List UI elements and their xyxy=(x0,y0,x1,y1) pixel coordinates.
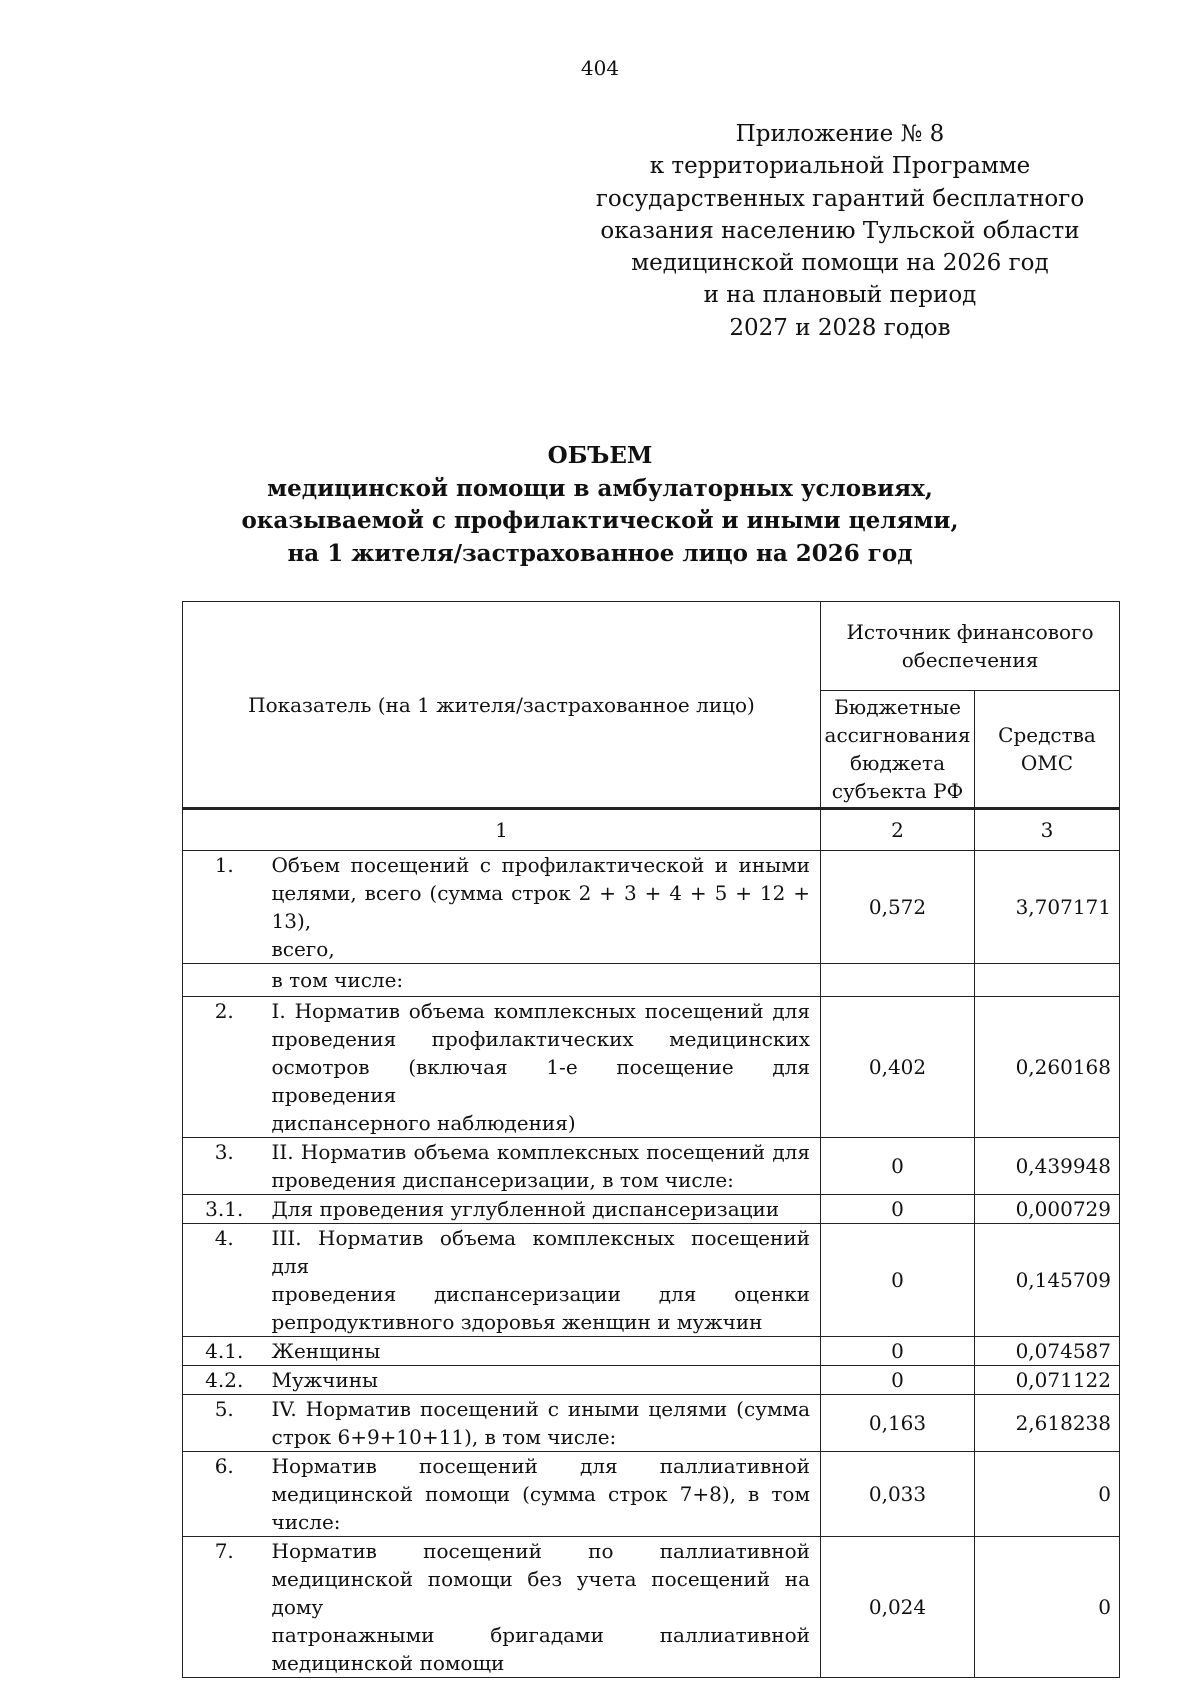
volume-table xyxy=(182,601,1120,1678)
funding-source-header xyxy=(821,602,1120,691)
row-budget-value: 0 xyxy=(821,1138,975,1195)
table-row xyxy=(183,1452,1120,1537)
row-oms-value: 0,000729 xyxy=(975,1195,1120,1224)
indicator-header-text: Показатель (на 1 жителя/застрахованное лицо) xyxy=(248,692,755,717)
budget-header xyxy=(821,691,975,809)
title-line: на 1 жителя/застрахованное лицо на 2026 год xyxy=(287,539,913,567)
oms-header-line: ОМС xyxy=(1020,751,1074,775)
row-indicator-line: проведения диспансеризации для оценки xyxy=(271,1282,810,1306)
row-number xyxy=(183,1395,266,1452)
row-number xyxy=(183,997,266,1138)
table-row xyxy=(183,1195,1120,1224)
row-number xyxy=(183,1138,266,1195)
row-number-text: 3. xyxy=(214,1140,234,1164)
row-number xyxy=(183,1337,266,1366)
appendix-line: государственных гарантий бесплатного xyxy=(595,185,1085,212)
page-number: 404 xyxy=(580,56,620,80)
row-budget-value: 0 xyxy=(821,1224,975,1337)
row-indicator xyxy=(266,997,821,1138)
row-indicator-line: всего, xyxy=(271,937,335,961)
row-indicator xyxy=(266,1452,821,1537)
row-indicator-line: проведения профилактических медицинских xyxy=(271,1027,810,1051)
header-row xyxy=(183,602,1120,691)
row-indicator-line: II. Норматив объема комплексных посещений для xyxy=(271,1140,810,1164)
title-line: оказываемой с профилактической и иными целями, xyxy=(241,507,959,534)
row-number-text: 4. xyxy=(214,1226,234,1250)
row-number-text: 7. xyxy=(214,1539,234,1563)
row-indicator-line: числе: xyxy=(271,1510,341,1534)
row-indicator-line: Объем посещений с профилактической и иными xyxy=(271,853,810,877)
row-number xyxy=(183,1224,266,1337)
row-budget-value: 0,402 xyxy=(821,997,975,1138)
row-oms-value: 0,074587 xyxy=(975,1337,1120,1366)
row-oms-value: 0 xyxy=(975,1537,1120,1678)
row-indicator-line: репродуктивного здоровья женщин и мужчин xyxy=(271,1310,763,1334)
row-budget-value: 0 xyxy=(821,1195,975,1224)
row-indicator-line: III. Норматив объема комплексных посещений для xyxy=(271,1226,810,1278)
row-indicator-line: медицинской помощи без учета посещений на дому xyxy=(271,1567,810,1619)
row-indicator xyxy=(266,964,821,997)
table-row xyxy=(183,1366,1120,1395)
row-budget-value: 0,033 xyxy=(821,1452,975,1537)
row-number-text: 4.2. xyxy=(205,1368,244,1392)
row-indicator xyxy=(266,1138,821,1195)
table-row xyxy=(183,997,1120,1138)
row-indicator-line: патронажными бригадами паллиативной xyxy=(271,1623,810,1647)
row-oms-value xyxy=(975,964,1120,997)
row-oms-value: 0,439948 xyxy=(975,1138,1120,1195)
table-row xyxy=(183,1395,1120,1452)
table-row xyxy=(183,1224,1120,1337)
oms-header-line: Средства xyxy=(998,723,1096,747)
table-row xyxy=(183,851,1120,964)
row-number xyxy=(183,964,266,997)
budget-header-line: бюджета xyxy=(850,751,945,775)
appendix-line: Приложение № 8 xyxy=(735,121,945,147)
row-budget-value xyxy=(821,964,975,997)
row-number xyxy=(183,1452,266,1537)
row-indicator-line: диспансерного наблюдения) xyxy=(271,1111,576,1135)
row-indicator-line: Женщины xyxy=(271,1339,381,1363)
row-indicator xyxy=(266,1337,821,1366)
row-oms-value: 0,145709 xyxy=(975,1224,1120,1337)
appendix-line: к территориальной Программе xyxy=(649,153,1031,180)
funding-source-line: обеспечения xyxy=(901,648,1039,672)
row-indicator xyxy=(266,851,821,964)
row-budget-value: 0 xyxy=(821,1337,975,1366)
document-title xyxy=(180,440,1020,570)
row-indicator-line: Для проведения углубленной диспансеризации xyxy=(271,1197,780,1221)
indicator-header xyxy=(183,602,821,809)
row-number xyxy=(183,1537,266,1678)
row-indicator-line: строк 6+9+10+11), в том числе: xyxy=(271,1425,617,1449)
column-number-1: 1 xyxy=(183,809,821,851)
row-indicator-line: медицинской помощи xyxy=(271,1651,505,1675)
title-line: медицинской помощи в амбулаторных условиях, xyxy=(267,474,933,502)
title-heading: ОБЪЕМ xyxy=(547,442,653,469)
row-indicator-line: целями, всего (сумма строк 2 + 3 + 4 + 5 + 12 + 13), xyxy=(271,881,810,933)
row-oms-value: 3,707171 xyxy=(975,851,1120,964)
row-indicator-line: IV. Норматив посещений с иными целями (сумма xyxy=(271,1397,810,1421)
table-body xyxy=(183,851,1120,1678)
row-indicator xyxy=(266,1195,821,1224)
row-budget-value: 0,163 xyxy=(821,1395,975,1452)
row-indicator xyxy=(266,1537,821,1678)
row-indicator-line: I. Норматив объема комплексных посещений для xyxy=(271,999,810,1023)
budget-header-line: субъекта РФ xyxy=(831,779,964,803)
appendix-line: и на плановый период xyxy=(703,282,977,309)
appendix-note xyxy=(560,118,1120,344)
row-number xyxy=(183,851,266,964)
column-number-row xyxy=(183,809,1120,851)
row-number-text: 2. xyxy=(214,999,234,1023)
row-number-text: 4.1. xyxy=(205,1339,244,1363)
budget-header-line: Бюджетные xyxy=(834,695,961,719)
row-indicator xyxy=(266,1366,821,1395)
table-row xyxy=(183,1138,1120,1195)
row-number-text: 5. xyxy=(214,1397,234,1421)
row-indicator xyxy=(266,1395,821,1452)
appendix-line: медицинской помощи на 2026 год xyxy=(631,250,1049,277)
row-indicator xyxy=(266,1224,821,1337)
row-indicator-line: в том числе: xyxy=(271,968,404,992)
column-number-3: 3 xyxy=(975,809,1120,851)
row-number xyxy=(183,1195,266,1224)
row-indicator-line: Мужчины xyxy=(271,1368,378,1392)
table-row xyxy=(183,1337,1120,1366)
row-oms-value: 0,071122 xyxy=(975,1366,1120,1395)
table-row xyxy=(183,1537,1120,1678)
row-budget-value: 0,024 xyxy=(821,1537,975,1678)
appendix-line: оказания населению Тульской области xyxy=(600,217,1080,244)
row-indicator-line: осмотров (включая 1-е посещение для проведения xyxy=(271,1055,810,1107)
row-number-text: 6. xyxy=(214,1454,234,1478)
budget-header-line: ассигнования xyxy=(824,723,971,747)
table-row xyxy=(183,964,1120,997)
row-budget-value: 0,572 xyxy=(821,851,975,964)
funding-source-line: Источник финансового xyxy=(846,620,1094,644)
row-budget-value: 0 xyxy=(821,1366,975,1395)
row-oms-value: 0,260168 xyxy=(975,997,1120,1138)
row-number-text: 3.1. xyxy=(205,1197,244,1221)
row-indicator-line: Норматив посещений для паллиативной xyxy=(271,1454,810,1478)
column-number-2: 2 xyxy=(821,809,975,851)
row-indicator-line: медицинской помощи (сумма строк 7+8), в том xyxy=(271,1482,810,1506)
row-indicator-line: проведения диспансеризации, в том числе: xyxy=(271,1168,734,1192)
appendix-line: 2027 и 2028 годов xyxy=(729,314,951,341)
row-oms-value: 0 xyxy=(975,1452,1120,1537)
row-number xyxy=(183,1366,266,1395)
row-number-text: 1. xyxy=(214,853,234,877)
oms-header xyxy=(975,691,1120,809)
row-indicator-line: Норматив посещений по паллиативной xyxy=(271,1539,810,1563)
row-oms-value: 2,618238 xyxy=(975,1395,1120,1452)
